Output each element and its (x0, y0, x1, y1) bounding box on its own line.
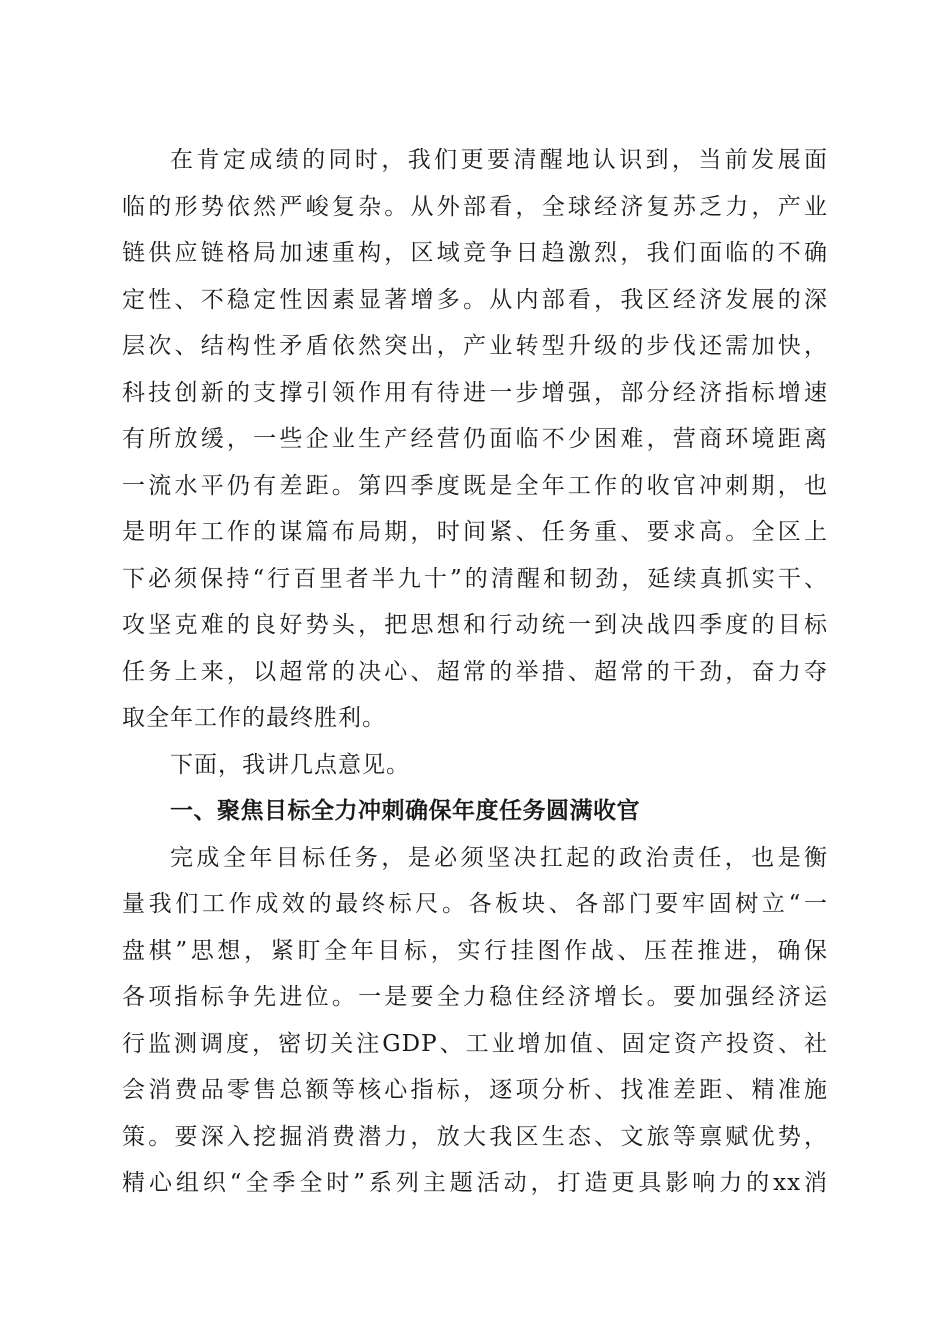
paragraph-1-line-6: 科技创新的支撑引领作用有待进一步增强，部分经济指标增速 (122, 380, 828, 406)
paragraph-1-line-8: 一流水平仍有差距。第四季度既是全年工作的收官冲刺期，也 (122, 473, 828, 499)
paragraph-3-line-4: 各项指标争先进位。一是要全力稳住经济增长。要加强经济运 (122, 984, 828, 1010)
paragraph-2: 下面，我讲几点意见。 (170, 752, 410, 778)
paragraph-1-line-7: 有所放缓，一些企业生产经营仍面临不少困难，营商环境距离 (122, 426, 828, 452)
paragraph-3-line-2: 量我们工作成效的最终标尺。各板块、各部门要牢固树立“一 (122, 891, 828, 917)
paragraph-3-line-6: 会消费品零售总额等核心指标，逐项分析、找准差距、精准施 (122, 1077, 828, 1103)
paragraph-1-line-12: 任务上来，以超常的决心、超常的举措、超常的干劲，奋力夺 (122, 659, 828, 685)
paragraph-1-line-13: 取全年工作的最终胜利。 (122, 705, 386, 731)
paragraph-1-line-4: 定性、不稳定性因素显著增多。从内部看，我区经济发展的深 (122, 287, 828, 313)
paragraph-1-line-11: 攻坚克难的良好势头，把思想和行动统一到决战四季度的目标 (122, 612, 828, 638)
paragraph-1-line-9: 是明年工作的谋篇布局期，时间紧、任务重、要求高。全区上 (122, 519, 828, 545)
paragraph-1-line-1: 在肯定成绩的同时，我们更要清醒地认识到，当前发展面 (170, 147, 828, 173)
paragraph-3-line-7: 策。要深入挖掘消费潜力，放大我区生态、文旅等禀赋优势， (122, 1124, 828, 1150)
paragraph-1-line-2: 临的形势依然严峻复杂。从外部看，全球经济复苏乏力，产业 (122, 194, 828, 220)
paragraph-1-line-5: 层次、结构性矛盾依然突出，产业转型升级的步伐还需加快， (122, 333, 828, 359)
paragraph-1-line-3: 链供应链格局加速重构，区域竞争日趋激烈，我们面临的不确 (122, 240, 828, 266)
paragraph-3-line-1: 完成全年目标任务，是必须坚决扛起的政治责任，也是衡 (170, 845, 828, 871)
paragraph-3-line-5: 行监测调度，密切关注GDP、工业增加值、固定资产投资、社 (122, 1031, 828, 1057)
paragraph-3-line-8: 精心组织“全季全时”系列主题活动，打造更具影响力的xx消 (122, 1170, 828, 1196)
paragraph-3-line-3: 盘棋”思想，紧盯全年目标，实行挂图作战、压茬推进，确保 (122, 938, 828, 964)
paragraph-1-line-10: 下必须保持“行百里者半九十”的清醒和韧劲，延续真抓实干、 (122, 566, 828, 592)
section-heading-1: 一、聚焦目标全力冲刺确保年度任务圆满收官 (170, 798, 640, 824)
